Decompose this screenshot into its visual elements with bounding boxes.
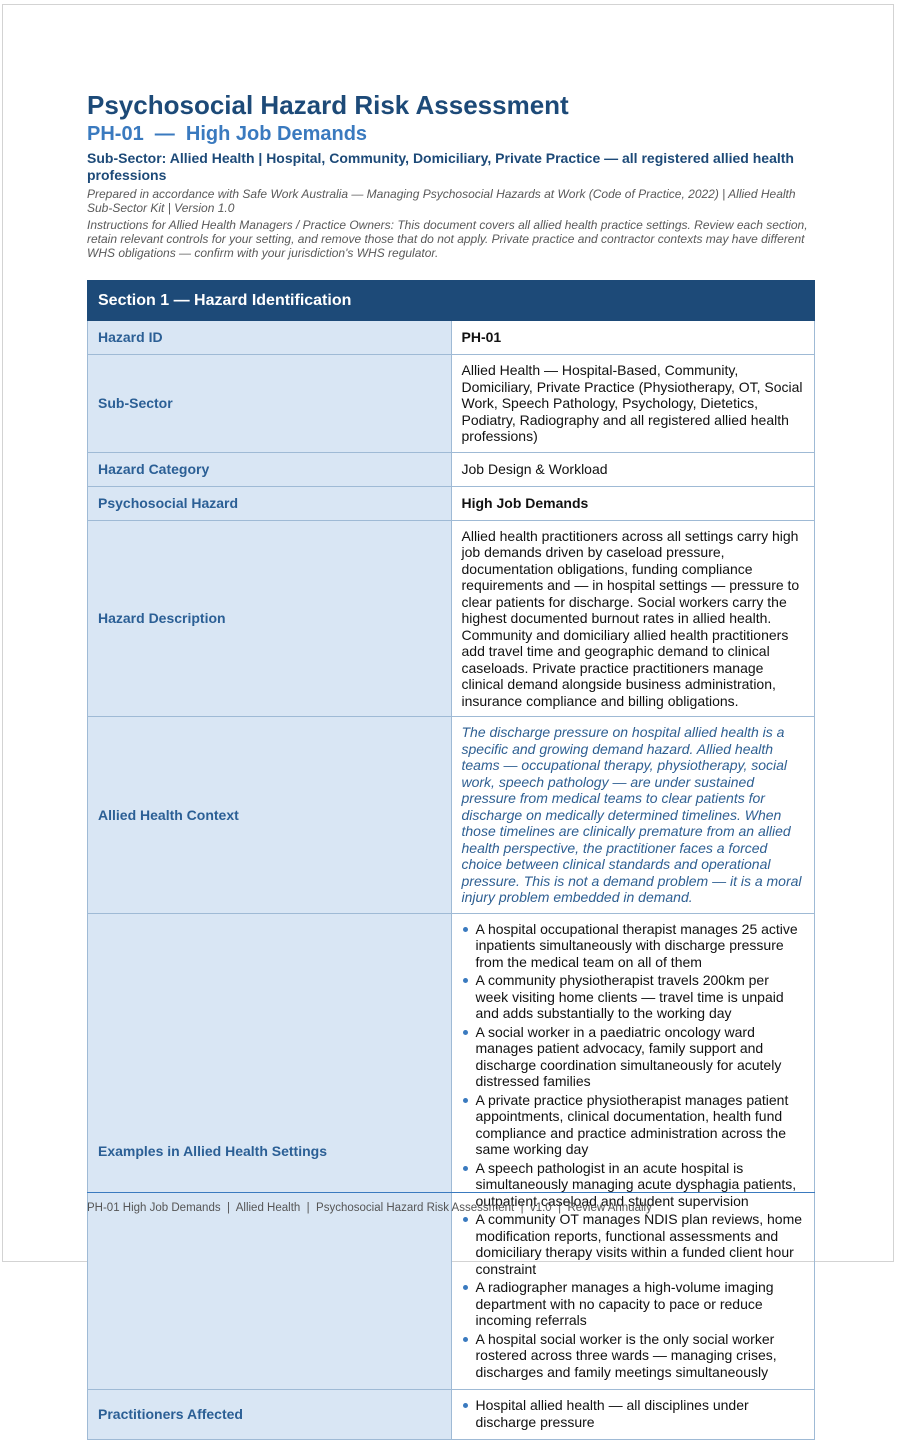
examples-list (462, 921, 805, 1381)
table-row (88, 355, 815, 453)
section-header: Section 1 — Hazard Identification (88, 281, 815, 321)
row-label: Sub-Sector (88, 355, 452, 453)
row-label: Practitioners Affected (88, 1390, 452, 1440)
list-item: A speech pathologist in an acute hospital is simultaneously managing acute dysphagia patients, outpatient caseload and student supervision (462, 1160, 805, 1210)
document-content (87, 89, 815, 1440)
hazard-description-value: Allied health practitioners across all settings carry high job demands driven by caseload pressure, documentation obligations, funding compliance requirements and — in hospital settings — pressure to clear patients for discharge. Social workers carry the highest documented burnout rates in allied health. Community and domiciliary allied health practitioners add travel time and geographic demand to clinical caseloads. Private practice practitioners manage clinical demand alongside business administration, insurance compliance and billing obligations. (451, 520, 815, 717)
table-row (88, 717, 815, 914)
examples-value (451, 913, 815, 1390)
psychosocial-hazard-value: High Job Demands (451, 486, 815, 520)
table-row (88, 486, 815, 520)
list-item: Hospital allied health — all disciplines under discharge pressure (462, 1397, 805, 1430)
row-label: Psychosocial Hazard (88, 486, 452, 520)
table-row (88, 520, 815, 717)
practitioners-affected-value (451, 1390, 815, 1440)
hazard-identification-table (87, 280, 815, 1440)
table-row (88, 452, 815, 486)
allied-health-context-value: The discharge pressure on hospital allied health is a specific and growing demand hazard. Allied health teams — occupational therapy, physiotherapy, social work, speech pathology — are under sustained pressure from medical teams to clear patients for discharge on medically determined timelines. When those timelines are clinically premature from an allied health perspective, the practitioner faces a forced choice between clinical standards and operational pressure. This is not a demand problem — it is a moral injury problem embedded in demand. (451, 717, 815, 914)
subsector-line: Sub-Sector: Allied Health | Hospital, Community, Domiciliary, Private Practice — all registered allied health professions (87, 150, 794, 183)
table-row (88, 1390, 815, 1440)
page-footer: PH-01 High Job Demands | Allied Health | Psychosocial Hazard Risk Assessment | v1.0 | Review Annually (87, 1202, 652, 1214)
sub-sector-value: Allied Health — Hospital-Based, Community, Domiciliary, Private Practice (Physiotherapy, OT, Social Work, Speech Pathology, Psychology, Dietetics, Podiatry, Radiography and all registered allied health professions) (451, 355, 815, 453)
prepared-note: Prepared in accordance with Safe Work Australia — Managing Psychosocial Hazards at Work (Code of Practice, 2022) | Allied Health Sub-Sector Kit | Version 1.0 (87, 187, 796, 215)
hazard-id-value: PH-01 (451, 321, 815, 355)
row-label: Hazard Description (88, 520, 452, 717)
instructions-note: Instructions for Allied Health Managers / Practice Owners: This document covers all allied health practice settings. Review each section, retain relevant controls for your setting, and remove those that do not apply. Private practice and contractor contexts may have different WHS obligations — confirm with your jurisdiction's WHS regulator. (87, 218, 808, 260)
list-item: A hospital occupational therapist manages 25 active inpatients simultaneously with discharge pressure from the medical team on all of them (462, 921, 805, 971)
row-label: Hazard ID (88, 321, 452, 355)
list-item: A private practice physiotherapist manages patient appointments, clinical documentation, health fund compliance and practice administration across the same working day (462, 1092, 805, 1158)
table-row (88, 321, 815, 355)
list-item: A community OT manages NDIS plan reviews, home modification reports, functional assessments and domiciliary therapy visits within a funded client hour constraint (462, 1211, 805, 1277)
list-item: A radiographer manages a high-volume imaging department with no capacity to pace or reduce incoming referrals (462, 1279, 805, 1329)
hazard-category-value: Job Design & Workload (451, 452, 815, 486)
table-row (88, 913, 815, 1390)
row-label: Allied Health Context (88, 717, 452, 914)
document-page (2, 4, 894, 1430)
hazard-subtitle: PH-01 — High Job Demands (87, 123, 368, 145)
list-item: A community physiotherapist travels 200km per week visiting home clients — travel time is unpaid and adds substantially to the working day (462, 972, 805, 1022)
row-label: Examples in Allied Health Settings (88, 913, 452, 1390)
affected-list (462, 1397, 805, 1430)
document-title: Psychosocial Hazard Risk Assessment (87, 90, 569, 120)
list-item: A social worker in a paediatric oncology ward manages patient advocacy, family support and discharge coordination simultaneously for acutely distressed families (462, 1024, 805, 1090)
row-label: Hazard Category (88, 452, 452, 486)
list-item: A hospital social worker is the only social worker rostered across three wards — managing crises, discharges and family meetings simultaneously (462, 1331, 805, 1381)
footer-divider (87, 1192, 815, 1193)
